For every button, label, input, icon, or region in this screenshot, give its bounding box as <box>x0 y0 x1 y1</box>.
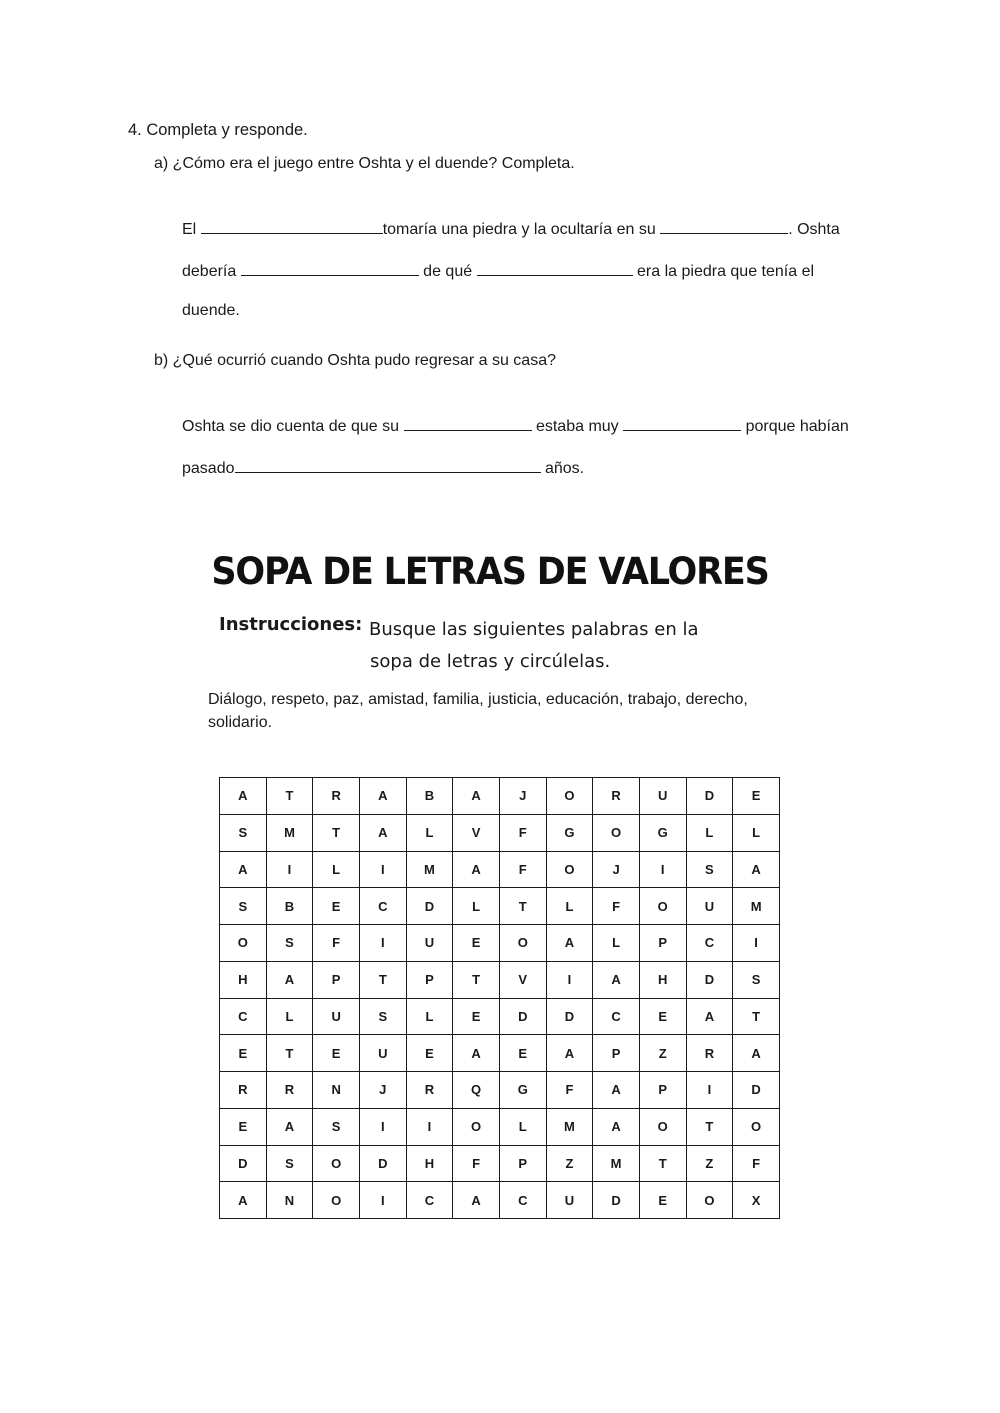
grid-cell[interactable]: C <box>686 925 733 962</box>
grid-cell[interactable]: I <box>266 851 313 888</box>
instructions-line-2: sopa de letras y circúlelas. <box>370 651 611 672</box>
grid-cell[interactable]: L <box>546 888 593 925</box>
grid-cell[interactable]: O <box>546 778 593 815</box>
part-a-line-3: duende. <box>182 302 240 319</box>
grid-cell[interactable]: U <box>546 1182 593 1219</box>
grid-cell[interactable]: O <box>313 1182 360 1219</box>
grid-cell[interactable]: O <box>499 925 546 962</box>
grid-cell[interactable]: D <box>593 1182 640 1219</box>
grid-cell[interactable]: C <box>499 1182 546 1219</box>
grid-cell[interactable]: A <box>593 1108 640 1145</box>
grid-cell[interactable]: G <box>499 1072 546 1109</box>
grid-row <box>220 1145 780 1182</box>
grid-cell[interactable]: I <box>639 851 686 888</box>
grid-cell[interactable]: C <box>220 998 267 1035</box>
grid-cell[interactable]: E <box>220 1035 267 1072</box>
part-a-line-2-text-2: de qué <box>423 263 473 280</box>
grid-cell[interactable]: A <box>546 1035 593 1072</box>
grid-cell[interactable]: N <box>313 1072 360 1109</box>
grid-cell[interactable]: E <box>499 1035 546 1072</box>
grid-cell[interactable]: H <box>639 961 686 998</box>
grid-row <box>220 1182 780 1219</box>
grid-cell[interactable]: O <box>593 814 640 851</box>
grid-row <box>220 1072 780 1109</box>
grid-cell[interactable]: R <box>220 1072 267 1109</box>
grid-cell[interactable]: D <box>686 961 733 998</box>
grid-cell[interactable]: T <box>639 1145 686 1182</box>
grid-cell[interactable]: D <box>499 998 546 1035</box>
grid-cell[interactable]: C <box>406 1182 453 1219</box>
grid-cell[interactable]: M <box>406 851 453 888</box>
grid-cell[interactable]: S <box>266 1145 313 1182</box>
grid-cell[interactable]: A <box>220 1182 267 1219</box>
grid-cell[interactable]: M <box>733 888 780 925</box>
grid-cell[interactable]: A <box>546 925 593 962</box>
part-a-line-2-text-1: debería <box>182 263 237 280</box>
blank-b3[interactable] <box>235 458 541 473</box>
grid-cell[interactable]: E <box>733 778 780 815</box>
grid-row <box>220 851 780 888</box>
grid-cell[interactable]: P <box>406 961 453 998</box>
grid-cell[interactable]: C <box>359 888 406 925</box>
grid-cell[interactable]: L <box>406 814 453 851</box>
part-b-line-1-text-3: porque habían <box>745 418 849 435</box>
grid-cell[interactable]: A <box>453 778 500 815</box>
grid-cell[interactable]: L <box>499 1108 546 1145</box>
grid-cell[interactable]: U <box>406 925 453 962</box>
grid-cell[interactable]: J <box>359 1072 406 1109</box>
grid-cell[interactable]: V <box>499 961 546 998</box>
grid-cell[interactable]: S <box>359 998 406 1035</box>
grid-cell[interactable]: E <box>639 1182 686 1219</box>
instructions-line-1: Busque las siguientes palabras en la <box>369 619 699 640</box>
grid-cell[interactable]: A <box>220 778 267 815</box>
part-b-line-2 <box>182 458 584 478</box>
grid-cell[interactable]: D <box>546 998 593 1035</box>
grid-cell[interactable]: F <box>593 888 640 925</box>
part-b-line-1 <box>182 416 849 436</box>
grid-cell[interactable]: X <box>733 1182 780 1219</box>
instructions-label: Instrucciones: <box>219 614 363 635</box>
grid-cell[interactable]: M <box>546 1108 593 1145</box>
part-b-line-2-text-1: pasado <box>182 460 235 477</box>
grid-cell[interactable]: H <box>406 1145 453 1182</box>
grid-cell[interactable]: E <box>453 925 500 962</box>
grid-cell[interactable]: A <box>266 1108 313 1145</box>
question-title: 4. Completa y responde. <box>128 121 308 139</box>
grid-cell[interactable]: L <box>313 851 360 888</box>
grid-row <box>220 925 780 962</box>
grid-cell[interactable]: S <box>266 925 313 962</box>
grid-row <box>220 778 780 815</box>
grid-cell[interactable]: S <box>686 851 733 888</box>
grid-cell[interactable]: B <box>266 888 313 925</box>
grid-cell[interactable]: A <box>453 851 500 888</box>
grid-cell[interactable]: I <box>359 1182 406 1219</box>
grid-cell[interactable]: B <box>406 778 453 815</box>
grid-row <box>220 888 780 925</box>
grid-row <box>220 961 780 998</box>
grid-cell[interactable]: A <box>453 1035 500 1072</box>
grid-cell[interactable]: R <box>266 1072 313 1109</box>
grid-cell[interactable]: A <box>453 1182 500 1219</box>
grid-row <box>220 1108 780 1145</box>
grid-cell[interactable]: T <box>266 778 313 815</box>
grid-cell[interactable]: F <box>733 1145 780 1182</box>
grid-cell[interactable]: D <box>406 888 453 925</box>
grid-cell[interactable]: G <box>639 814 686 851</box>
grid-cell[interactable]: P <box>639 925 686 962</box>
grid-cell[interactable]: R <box>313 778 360 815</box>
grid-cell[interactable]: F <box>313 925 360 962</box>
grid-cell[interactable]: D <box>686 778 733 815</box>
grid-cell[interactable]: T <box>499 888 546 925</box>
grid-cell[interactable]: O <box>313 1145 360 1182</box>
grid-cell[interactable]: L <box>266 998 313 1035</box>
grid-cell[interactable]: F <box>499 814 546 851</box>
grid-cell[interactable]: A <box>359 814 406 851</box>
grid-cell[interactable]: O <box>453 1108 500 1145</box>
question-a-prompt: a) ¿Cómo era el juego entre Oshta y el duende? Completa. <box>154 155 575 172</box>
part-a-line-1 <box>182 219 840 239</box>
grid-cell[interactable]: T <box>733 998 780 1035</box>
grid-cell[interactable]: P <box>313 961 360 998</box>
grid-cell[interactable]: I <box>359 851 406 888</box>
grid-cell[interactable]: F <box>453 1145 500 1182</box>
grid-row <box>220 1035 780 1072</box>
word-list: Diálogo, respeto, paz, amistad, familia, justicia, educación, trabajo, derecho, solidario. <box>208 691 748 731</box>
grid-cell[interactable]: A <box>593 961 640 998</box>
blank-a4[interactable] <box>477 261 633 276</box>
grid-cell[interactable]: E <box>313 888 360 925</box>
instructions-text <box>369 614 739 678</box>
part-a-line-1-text-2: tomaría una piedra y la ocultaría en su <box>382 221 656 238</box>
blank-b1[interactable] <box>404 416 532 431</box>
grid-cell[interactable]: L <box>453 888 500 925</box>
grid-cell[interactable]: S <box>313 1108 360 1145</box>
grid-cell[interactable]: A <box>359 778 406 815</box>
grid-cell[interactable]: F <box>499 851 546 888</box>
grid-cell[interactable]: D <box>733 1072 780 1109</box>
grid-cell[interactable]: M <box>593 1145 640 1182</box>
grid-cell[interactable]: O <box>733 1108 780 1145</box>
grid-cell[interactable]: D <box>359 1145 406 1182</box>
grid-cell[interactable]: G <box>546 814 593 851</box>
grid-cell[interactable]: S <box>220 888 267 925</box>
grid-cell[interactable]: T <box>686 1108 733 1145</box>
grid-cell[interactable]: R <box>406 1072 453 1109</box>
puzzle-title: SOPA DE LETRAS DE VALORES <box>211 550 769 594</box>
grid-cell[interactable]: M <box>266 814 313 851</box>
part-a-line-2-text-3: era la piedra que tenía el <box>637 263 815 280</box>
part-a-line-1-text-1: El <box>182 221 197 238</box>
grid-cell[interactable]: Z <box>686 1145 733 1182</box>
blank-b2[interactable] <box>623 416 741 431</box>
grid-cell[interactable]: J <box>593 851 640 888</box>
grid-cell[interactable]: T <box>359 961 406 998</box>
grid-cell[interactable]: E <box>313 1035 360 1072</box>
grid-cell[interactable]: S <box>220 814 267 851</box>
part-a-line-2 <box>182 261 814 281</box>
grid-cell[interactable]: T <box>313 814 360 851</box>
blank-a2[interactable] <box>660 219 788 234</box>
grid-cell[interactable]: U <box>686 888 733 925</box>
grid-cell[interactable]: A <box>220 851 267 888</box>
grid-cell[interactable]: E <box>453 998 500 1035</box>
grid-cell[interactable]: Z <box>546 1145 593 1182</box>
grid-cell[interactable]: U <box>313 998 360 1035</box>
grid-cell[interactable]: L <box>406 998 453 1035</box>
grid-cell[interactable]: U <box>639 778 686 815</box>
grid-cell[interactable]: A <box>733 851 780 888</box>
grid-cell[interactable]: L <box>733 814 780 851</box>
grid-cell[interactable]: E <box>406 1035 453 1072</box>
grid-cell[interactable]: L <box>593 925 640 962</box>
grid-cell[interactable]: F <box>546 1072 593 1109</box>
grid-cell[interactable]: Q <box>453 1072 500 1109</box>
blank-a1[interactable] <box>201 219 383 234</box>
grid-cell[interactable]: V <box>453 814 500 851</box>
grid-cell[interactable]: I <box>359 925 406 962</box>
part-a-line-1-text-3: . Oshta <box>788 221 840 238</box>
grid-cell[interactable]: S <box>733 961 780 998</box>
grid-cell[interactable]: A <box>266 961 313 998</box>
question-b-prompt: b) ¿Qué ocurrió cuando Oshta pudo regresar a su casa? <box>154 352 556 369</box>
grid-cell[interactable]: T <box>266 1035 313 1072</box>
grid-row <box>220 814 780 851</box>
grid-cell[interactable]: A <box>593 1072 640 1109</box>
grid-cell[interactable]: I <box>686 1072 733 1109</box>
grid-cell[interactable]: H <box>220 961 267 998</box>
grid-cell[interactable]: O <box>639 888 686 925</box>
grid-cell[interactable]: I <box>406 1108 453 1145</box>
grid-cell[interactable]: O <box>639 1108 686 1145</box>
grid-cell[interactable]: O <box>220 925 267 962</box>
grid-cell[interactable]: A <box>733 1035 780 1072</box>
grid-cell[interactable]: E <box>220 1108 267 1145</box>
part-b-line-1-text-2: estaba muy <box>535 418 619 435</box>
grid-cell[interactable]: D <box>220 1145 267 1182</box>
grid-cell[interactable]: A <box>686 998 733 1035</box>
grid-cell[interactable]: P <box>499 1145 546 1182</box>
grid-row <box>220 998 780 1035</box>
part-b-line-1-text-1: Oshta se dio cuenta de que su <box>182 418 400 435</box>
grid-cell[interactable]: J <box>499 778 546 815</box>
part-b-line-2-text-2: años. <box>544 460 585 477</box>
grid-cell[interactable]: Z <box>639 1035 686 1072</box>
grid-cell[interactable]: T <box>453 961 500 998</box>
grid-cell[interactable]: P <box>593 1035 640 1072</box>
word-search-grid <box>219 777 780 1219</box>
grid-cell[interactable]: I <box>546 961 593 998</box>
grid-cell[interactable]: R <box>593 778 640 815</box>
blank-a3[interactable] <box>241 261 419 276</box>
grid-cell[interactable]: I <box>733 925 780 962</box>
grid-cell[interactable]: O <box>546 851 593 888</box>
grid-cell[interactable]: R <box>686 1035 733 1072</box>
grid-cell[interactable]: U <box>359 1035 406 1072</box>
grid-cell[interactable]: C <box>593 998 640 1035</box>
grid-cell[interactable]: O <box>686 1182 733 1219</box>
grid-cell[interactable]: E <box>639 998 686 1035</box>
grid-cell[interactable]: L <box>686 814 733 851</box>
grid-cell[interactable]: N <box>266 1182 313 1219</box>
grid-cell[interactable]: P <box>639 1072 686 1109</box>
grid-cell[interactable]: I <box>359 1108 406 1145</box>
